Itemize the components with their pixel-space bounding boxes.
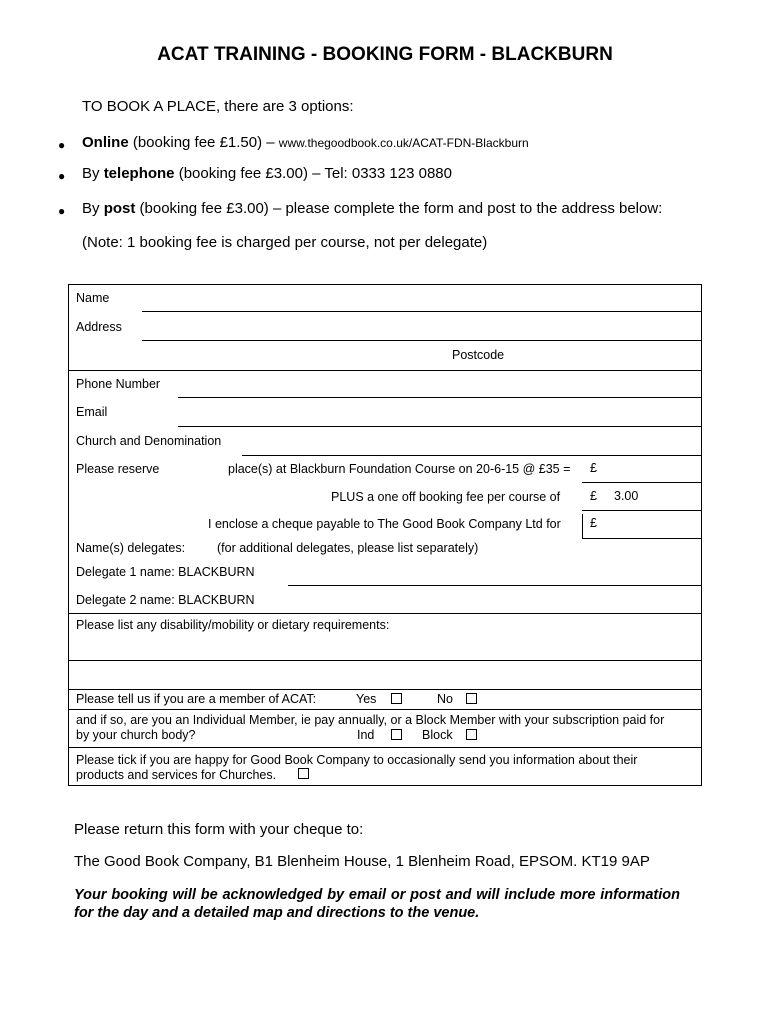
address-label: Address	[76, 320, 122, 334]
member-type-question: and if so, are you an Individual Member, ie pay annually, or a Block Member with your subscription paid for	[76, 713, 665, 727]
booking-fee-line	[582, 510, 702, 511]
acknowledgement-note: Your booking will be acknowledged by email or post and will include more information for the day and a detailed map and directions to the venue.	[74, 887, 680, 921]
option-prefix: By	[82, 165, 104, 182]
ind-checkbox[interactable]	[391, 729, 402, 740]
places-amount-field[interactable]	[582, 482, 702, 483]
phone-field[interactable]	[178, 397, 702, 398]
option-post	[82, 200, 662, 217]
pound-sign: £	[590, 461, 597, 475]
yes-checkbox[interactable]	[391, 693, 402, 704]
name-label: Name	[76, 291, 110, 305]
booking-fee-text: PLUS a one off booking fee per course of	[331, 490, 561, 504]
no-label: No	[437, 692, 453, 706]
cheque-text: I enclose a cheque payable to The Good Book Company Ltd for	[208, 517, 561, 531]
page-title: ACAT TRAINING - BOOKING FORM - BLACKBURN	[157, 44, 613, 65]
email-label: Email	[76, 405, 108, 419]
option-prefix: By	[82, 200, 104, 217]
name-field[interactable]	[142, 311, 702, 312]
delegate-2-label: Delegate 2 name: BLACKBURN	[76, 593, 255, 607]
option-post-method: post	[103, 200, 136, 217]
ind-label: Ind	[357, 728, 375, 742]
delegate-1-field[interactable]	[288, 585, 702, 586]
no-checkbox[interactable]	[466, 693, 477, 704]
return-address: The Good Book Company, B1 Blenheim House, 1 Blenheim Road, EPSOM. KT19 9AP	[74, 853, 650, 870]
return-instruction: Please return this form with your cheque to:	[74, 821, 364, 838]
yes-label: Yes	[356, 692, 377, 706]
option-telephone	[82, 165, 452, 182]
block-checkbox[interactable]	[466, 729, 477, 740]
cheque-divider	[582, 514, 583, 538]
consent-text-2: products and services for Churches.	[76, 768, 277, 782]
divider	[68, 709, 702, 710]
option-telephone-method: telephone	[103, 165, 175, 182]
online-booking-url: www.thegoodbook.co.uk/ACAT-FDN-Blackburn	[278, 136, 529, 150]
delegates-label: Name(s) delegates:	[76, 541, 186, 555]
delegates-note: (for additional delegates, please list separately)	[217, 541, 479, 555]
email-field[interactable]	[178, 426, 702, 427]
requirements-field-2[interactable]	[68, 689, 702, 690]
requirements-field[interactable]	[68, 660, 702, 661]
church-label: Church and Denomination	[76, 434, 222, 448]
address-field[interactable]	[142, 340, 702, 341]
member-type-question-2: by your church body?	[76, 728, 196, 742]
option-online	[82, 134, 529, 151]
places-text: place(s) at Blackburn Foundation Course on 20-6-15 @ £35 =	[228, 462, 571, 476]
option-telephone-fee: (booking fee £3.00) – Tel: 0333 123 0880	[174, 165, 452, 182]
delegate-2-field[interactable]	[68, 613, 702, 614]
member-question: Please tell us if you are a member of ACAT:	[76, 692, 317, 706]
consent-checkbox[interactable]	[298, 768, 309, 779]
cheque-amount-field[interactable]	[582, 538, 702, 539]
bullet-icon: ●	[58, 138, 66, 152]
phone-label: Phone Number	[76, 377, 161, 391]
pound-sign: £	[590, 516, 597, 530]
church-field[interactable]	[242, 455, 702, 456]
option-online-fee: (booking fee £1.50) –	[128, 134, 279, 151]
postcode-label: Postcode	[452, 348, 505, 362]
delegate-1-label: Delegate 1 name: BLACKBURN	[76, 565, 255, 579]
block-label: Block	[422, 728, 453, 742]
reserve-label: Please reserve	[76, 462, 160, 476]
divider	[68, 747, 702, 748]
booking-form	[68, 284, 702, 786]
requirements-label: Please list any disability/mobility or dietary requirements:	[76, 618, 390, 632]
bullet-icon: ●	[58, 204, 66, 218]
booking-fee-value: 3.00	[614, 489, 639, 503]
bullet-icon: ●	[58, 169, 66, 183]
consent-text: Please tick if you are happy for Good Book Company to occasionally send you information about their	[76, 753, 638, 767]
postcode-field[interactable]	[68, 370, 702, 371]
option-online-method: Online	[82, 134, 129, 151]
intro-text: TO BOOK A PLACE, there are 3 options:	[82, 98, 354, 115]
pound-sign: £	[590, 489, 597, 503]
booking-fee-note: (Note: 1 booking fee is charged per course, not per delegate)	[82, 234, 488, 251]
option-post-fee: (booking fee £3.00) – please complete the form and post to the address below:	[135, 200, 663, 217]
